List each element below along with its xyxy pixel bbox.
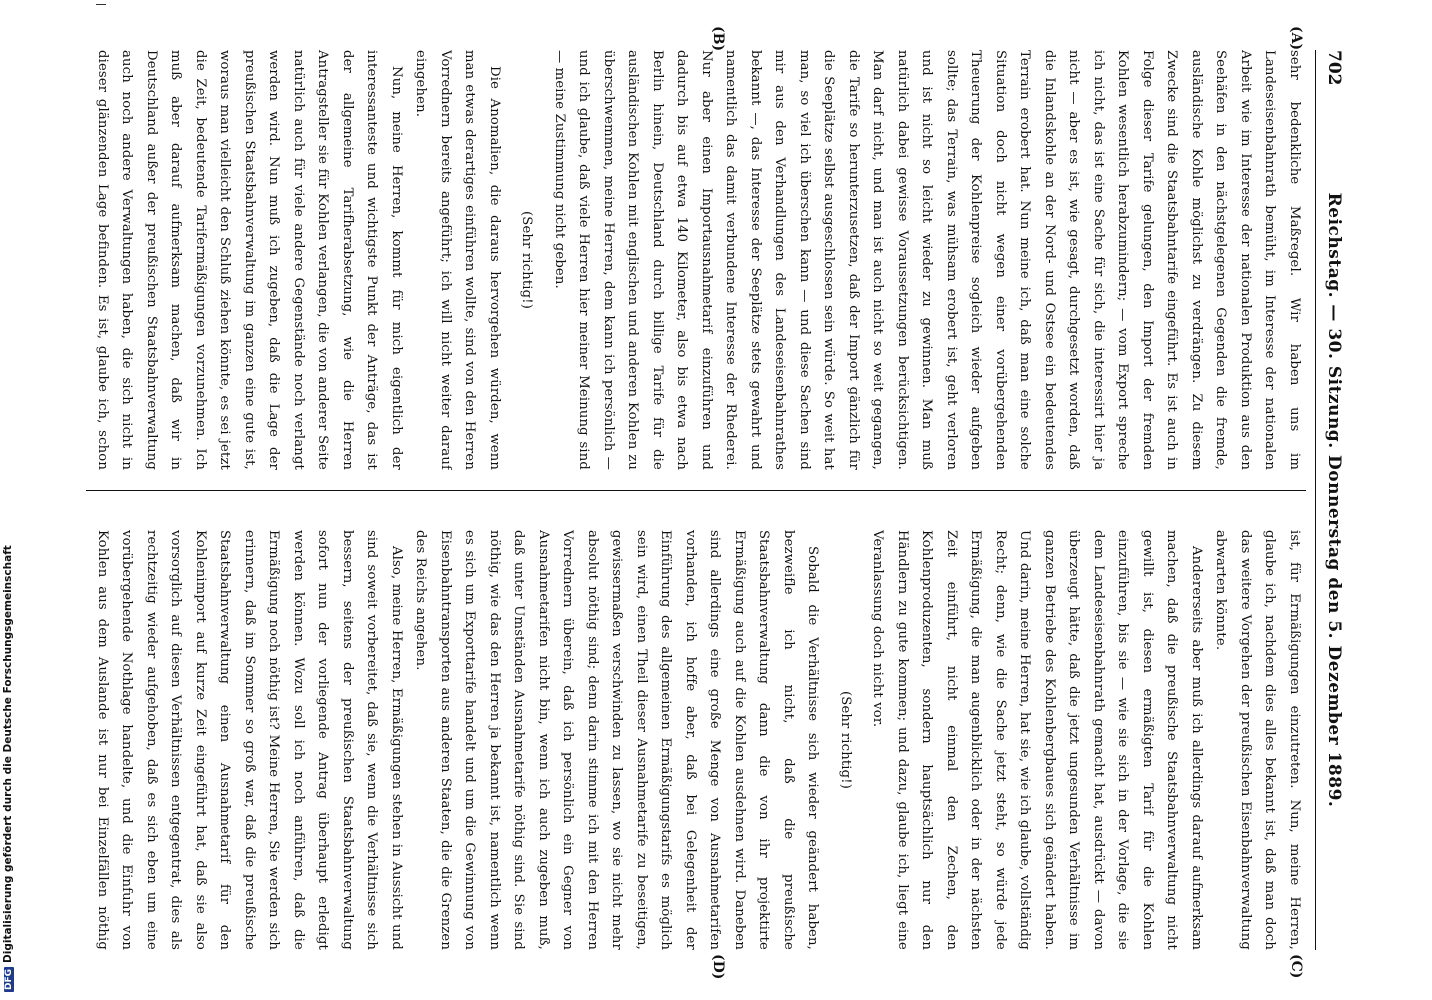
right-text-column (86, 530, 1306, 950)
rotated-newspaper-page (66, 10, 1366, 990)
page-header (1318, 50, 1344, 950)
paragraph: sehr bedenkliche Maßregel. Wir haben uns im Landeseisenbahnrath bemüht, im Interesse der nationalen Arbeit wie im Interesse der nationalen Produktion aus den Seehäfen in den nächstgelegenen Gegenden die fremde, ausländische Kohle möglichst zu verdrängen. Zu diesem Zwecke sind die Staatsbahntarife eingeführt. Es ist auch in Folge dieser Tarife gelungen, den Import der fremden Kohlen wesentlich herabzumindern; — vom Export spreche ich nicht, das ist eine Sache für sich, die interessirt hier ja nicht — aber es ist, wie gesagt, durchgesetzt worden, daß die Inlandskohle an der Nord- und Ostsee ein bedeutendes Terrain erobert hat. Nun meine ich, daß man eine solche Situation doch nicht wegen einer vorübergehenden Theuerung der Kohlenpreise sogleich wieder aufgeben sollte; das Terrain, was mühsam erobert ist, geht verloren und ist nicht so leicht wieder zu gewinnen. Man muß natürlich dabei gewisse Voraussetzungen berücksichtigen. Man darf nicht, und man ist auch nicht so weit gegangen, die Tarife so herunterzusetzen, daß der Import gänzlich für die Seeplätze selbst ausgeschlossen sein würde. So weit hat man, so viel ich überschen kann — und diese Sachen sind mir aus den Verhandlungen des Landeseisenbahnrathes bekannt —, das Interesse der Seeplätze stets gewahrt und namentlich das damit verbundene Interesse der Rhederei. Nur aber einen Importausnahmetarif einzuführen und dadurch bis auf etwa 140 Kilometer, also bis etwa nach Berlin hinein, Deutschland durch billige Tarife für die ausländischen Kohlen mit englischen und anderen Kohlen zu überschwemmen, meine Herren, dem kann ich persönlich — und ich glaube, daß viele Herren hier meiner Meinung sind — meine Zustimmung nicht geben. (552, 50, 1302, 470)
left-text-column (86, 50, 1306, 470)
margin-mark-c: (C) (1288, 954, 1304, 979)
page-number: 702 (1324, 50, 1344, 86)
margin-mark-b: (B) (710, 26, 726, 52)
paragraph: Die Anomalien, die daraus hervorgehen würden, wenn man etwas derartiges einführen wollte, sind von den Herren Vorrednern bereits angeführt; ich will nicht weiter darauf eingehen. (413, 50, 502, 470)
interjection: (Sehr richtig!) (838, 690, 853, 790)
paragraph: Nun, meine Herren, kommt für mich eigentlich der interessanteste und wichtigste Punkt der Anträge, das ist der allgemeine Tarifherabsetzung, wie die Herren Antragsteller sie für Kohlen verlangen, die von anderer Seite natürlich auch für viele andere Gegenstände noch verlangt werden wird. Nun muß ich zugeben, daß die Lage der preußischen Staatsbahnverwaltung im ganzen eine gute ist, woraus man vielleicht den Schluß ziehen könnte, es sei jetzt die Zeit, bedeutende Tarifermäßigungen vorzunehmen. Ich muß aber darauf aufmerksam machen, daß wir in Deutschland außer der preußischen Staatsbahnverwaltung auch noch andere Verwaltungen haben, die sich nicht in dieser glänzenden Lage befinden. Es ist, glaube ich, schon (95, 50, 404, 470)
margin-mark-d: (D) (710, 954, 726, 980)
paragraph: Also, meine Herren, Ermäßigungen stehen in Aussicht und sind soweit vorbereitet, daß sie, wenn die Verhältnisse sich bessern, seitens der preußischen Staatsbahnverwaltung sofort nun der vorliegende Antrag überhaupt erledigt werden können. Wozu soll ich noch anführen, daß die Ermäßigung noch nöthig ist? Meine Herren, Sie werden sich erinnern, daß im Sommer so groß war, daß die preußische Staatsbahnverwaltung einen Ausnahmetarif für den Kohlenimport auf kurze Zeit eingeführt hat, daß sie also vorsorglich auf diesen Verhältnissen entgegentrat, dies als rechtzeitig wieder aufgehoben, daß es sich eben um eine vorübergehende Nothlage handelte, und die Einfuhr von Kohlen aus dem Auslande ist nur bei Einzelfällen nöthig (95, 530, 404, 950)
header-rule (1315, 50, 1316, 950)
scan-artifact-line (96, 4, 106, 5)
interjection: (Sehr richtig!) (519, 210, 535, 310)
paragraph: Sobald die Verhältnisse sich wieder geändert haben, bezweifle ich nicht, daß die preußische Staatsbahnverwaltung dann die von ihr projektirte Ermäßigung auch auf die Kohlen ausdehnen wird. Daneben sind allerdings eine große Menge von Ausnahmetarifen vorhanden, ich hoffe aber, daß bei Gelegenheit der Einführung des allgemeinen Ermäßigungstarifs es möglich sein wird, einen Theil dieser Ausnahmetarife zu beseitigen, gewissermaßen verschwinden zu lassen, wo sie nicht mehr absolut nöthig sind; denn darin stimme ich mit den Herren Vorrednern überein, daß ich persönlich ein Gegner von Ausnahmetarifen nicht bin, wenn ich auch zugeben muß, daß unter Umständen Ausnahmetarife nöthig sind. Sie sind nöthig, wie das den Herren ja bekannt ist, namentlich wenn es sich um Exporttarife handelt und um die Gewinnung von Eisenbahntransporten aus anderen Staaten, die die Grenzen des Reichs angehen. (413, 530, 821, 950)
digitization-credit-strip (0, 0, 18, 1000)
dfg-logo: DFG (4, 968, 14, 990)
digitization-credit-text: Digitalisierung gefördert durch die Deutsche Forschungsgemeinschaft (2, 545, 14, 963)
digitization-credit (2, 2, 14, 992)
page-title: Reichstag. — 30. Sitzung. Donnerstag den 5. Dezember 1889. (1324, 192, 1344, 808)
paragraph: Andererseits aber muß ich allerdings darauf aufmerksam machen, daß die preußische Staatsbahnverwaltung nicht gewillt ist, diesen ermäßigten Tarif für die Kohlen einzuführen, bis sie — wie sie sich in der Vorlage, die sie dem Landeseisenbahnrath gemacht hat, ausdrückt — davon überzeugt hätte, daß die jetzt ungesunden Verhältnisse im ganzen Betriebe des Kohlenbergbaues sich geändert haben. Und darin, meine Herren, hat sie, wie ich glaube, vollständig Recht; denn, wie die Sache jetzt steht, so würde jede Ermäßigung, die man augenblicklich oder in der nächsten Zeit einführt, nicht einmal den Zechen, den Kohlenproduzenten, sondern hauptsächlich nur den Händlern zu gute kommen; und dazu, glaube ich, liegt eine Veranlassung doch nicht vor. (870, 530, 1204, 950)
margin-mark-a: (A) (1288, 26, 1304, 51)
column-divider (86, 490, 1306, 491)
paragraph: ist, für Ermäßigungen einzutreten. Nun, meine Herren, glaube ich, nachdem dies alles bekannt ist, daß man doch das weitere Vorgehen der preußischen Eisenbahnverwaltung abwarten könnte. (1213, 530, 1302, 950)
